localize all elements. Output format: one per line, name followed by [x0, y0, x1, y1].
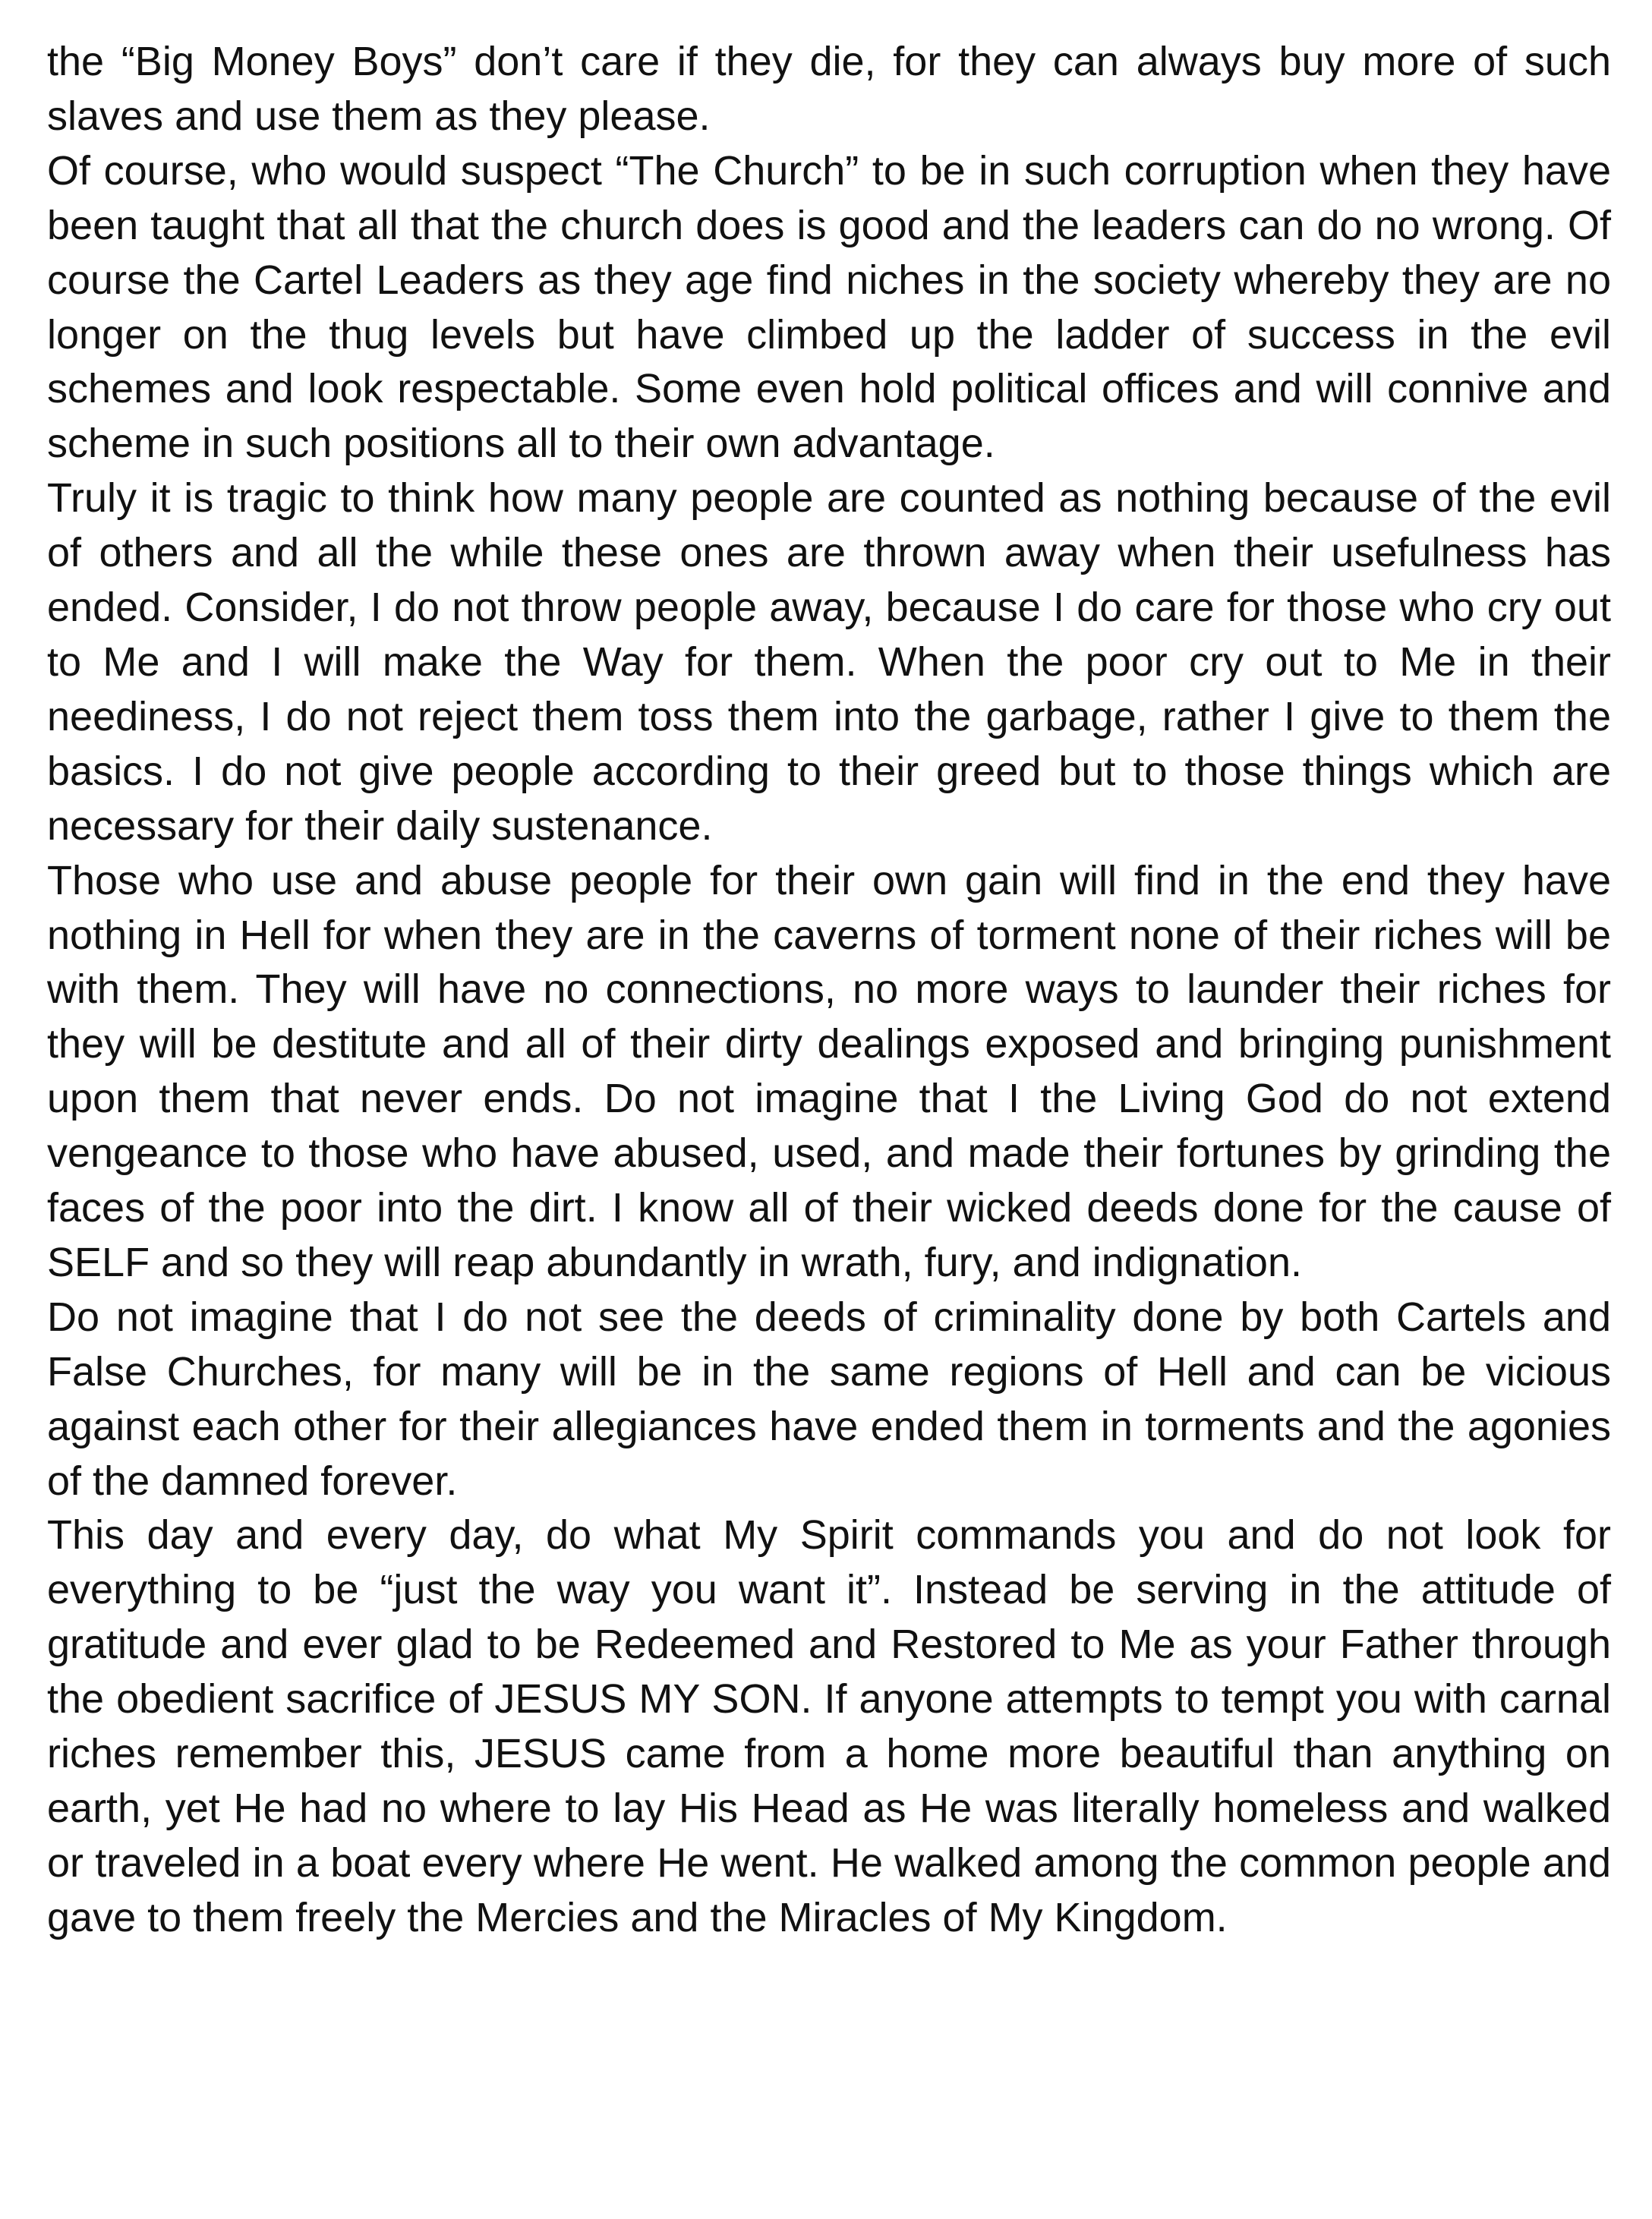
paragraph-6: This day and every day, do what My Spirit commands you and do not look for everything to be “just the way you want it”. Instead be serving in the attitude of gratitude and ever glad to be Redeemed and Restored to Me as your Father through the obedient sacrifice of JESUS MY SON. If anyone attempts to tempt you with carnal riches remember this, JESUS came from a home more beautiful than anything on earth, yet He had no where to lay His Head as He was literally homeless and walked or traveled in a boat every where He went. He walked among the common people and gave to them freely the Mercies and the Miracles of My Kingdom.	[47, 1512, 1611, 1940]
document-page	[47, 35, 1611, 1946]
paragraph-1: the “Big Money Boys” don’t care if they die, for they can always buy more of such slaves and use them as they please.	[47, 39, 1611, 139]
paragraph-2: Of course, who would suspect “The Church” to be in such corruption when they have been taught that all that the church does is good and the leaders can do no wrong. Of course the Cartel Leaders as they age find niches in the society whereby they are no longer on the thug levels but have climbed up the ladder of success in the evil schemes and look respectable. Some even hold political offices and will connive and scheme in such positions all to their own advantage.	[47, 147, 1611, 467]
paragraph-5: Do not imagine that I do not see the deeds of criminality done by both Cartels and False Churches, for many will be in the same regions of Hell and can be vicious against each other for their allegiances have ended them in torments and the agonies of the damned forever.	[47, 1294, 1611, 1504]
paragraph-4: Those who use and abuse people for their own gain will find in the end they have nothing in Hell for when they are in the caverns of torment none of their riches will be with them. They will have no connections, no more ways to launder their riches for they will be destitute and all of their dirty dealings exposed and bringing punishment upon them that never ends. Do not imagine that I the Living God do not extend vengeance to those who have abused, used, and made their fortunes by grinding the faces of the poor into the dirt. I know all of their wicked deeds done for the cause of SELF and so they will reap abundantly in wrath, fury, and indignation.	[47, 857, 1611, 1285]
paragraph-3: Truly it is tragic to think how many people are counted as nothing because of the evil of others and all the while these ones are thrown away when their usefulness has ended. Consider, I do not throw people away, because I do care for those who cry out to Me and I will make the Way for them. When the poor cry out to Me in their neediness, I do not reject them toss them into the garbage, rather I give to them the basics. I do not give people according to their greed but to those things which are necessary for their daily sustenance.	[47, 475, 1611, 849]
